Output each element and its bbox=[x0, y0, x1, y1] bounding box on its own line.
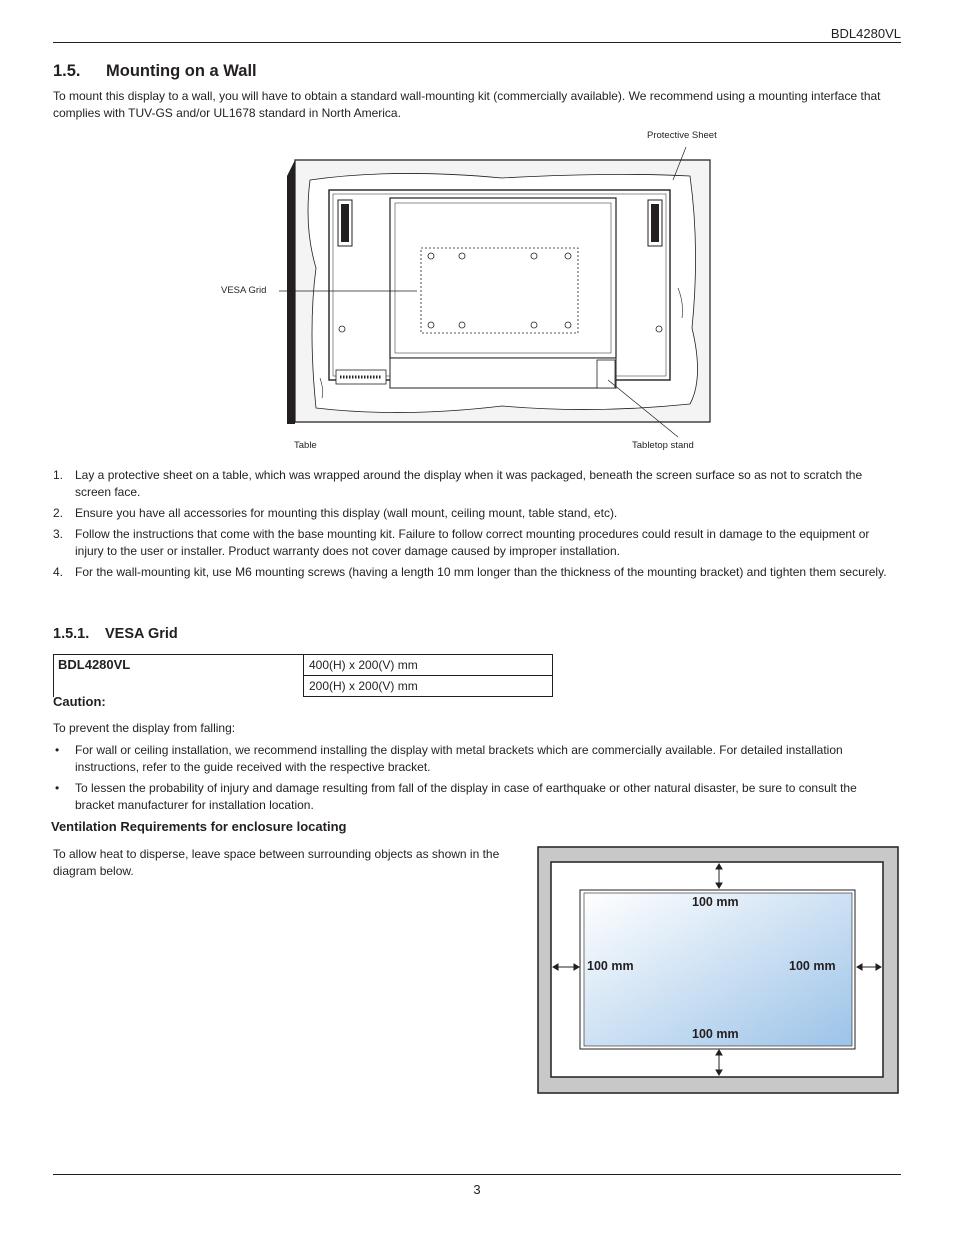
step-text: Lay a protective sheet on a table, which was wrapped around the display when it was packaged, beneath the screen surface so as not to scratch the screen face. bbox=[75, 468, 863, 499]
section-title bbox=[53, 62, 257, 81]
clearance-bottom-label: 100 mm bbox=[692, 1027, 739, 1041]
mounting-steps bbox=[53, 467, 892, 585]
section-intro: To mount this display to a wall, you will have to obtain a standard wall-mounting kit (commercially available). We recommend using a mounting interface that complies with TUV-GS and/or UL1678 standard in North America. bbox=[53, 89, 881, 120]
protective-sheet-label: Protective Sheet bbox=[647, 130, 717, 141]
bullet-icon: • bbox=[55, 743, 60, 757]
list-item bbox=[53, 742, 892, 776]
caution-title: Caution: bbox=[53, 694, 106, 709]
step-number: 2. bbox=[53, 506, 64, 520]
clearance-right-label: 100 mm bbox=[789, 959, 836, 973]
caution-intro: To prevent the display from falling: bbox=[53, 721, 236, 735]
list-item bbox=[53, 467, 892, 501]
vesa-table bbox=[53, 654, 553, 697]
table-row bbox=[54, 655, 553, 676]
step-number: 1. bbox=[53, 468, 64, 482]
clearance-left-label: 100 mm bbox=[587, 959, 634, 973]
tabletop-stand-label: Tabletop stand bbox=[632, 440, 694, 451]
vesa-value-cell: 400(H) x 200(V) mm bbox=[304, 655, 553, 676]
vesa-section-title-text: VESA Grid bbox=[105, 626, 178, 642]
list-item bbox=[53, 564, 892, 581]
vesa-section-number: 1.5.1. bbox=[53, 626, 90, 642]
mounting-figure bbox=[212, 128, 732, 458]
page-number: 3 bbox=[473, 1182, 481, 1197]
bullet-text: To lessen the probability of injury and damage resulting from fall of the display in case of earthquake or other natural disaster, be sure to consult the bracket manufacturer for installation location. bbox=[75, 781, 857, 812]
ventilation-text: To allow heat to disperse, leave space between surrounding objects as shown in the diagram below. bbox=[53, 847, 500, 878]
ventilation-figure bbox=[537, 846, 899, 1094]
section-number: 1.5. bbox=[53, 62, 81, 80]
bullet-icon: • bbox=[55, 781, 60, 795]
step-number: 4. bbox=[53, 565, 64, 579]
section-title-text: Mounting on a Wall bbox=[106, 62, 257, 80]
clearance-top-label: 100 mm bbox=[692, 895, 739, 909]
header-rule bbox=[53, 42, 901, 43]
step-text: Follow the instructions that come with the base mounting kit. Failure to follow correct mounting procedures could result in damage to the equipment or injury to the user or installer. Product warranty does not cover damage caused by improper installation. bbox=[75, 527, 870, 558]
step-number: 3. bbox=[53, 527, 64, 541]
step-text: Ensure you have all accessories for mounting this display (wall mount, ceiling mount, table stand, etc). bbox=[75, 506, 618, 520]
vesa-value-cell: 200(H) x 200(V) mm bbox=[304, 676, 553, 697]
footer-rule bbox=[53, 1174, 901, 1175]
table-label: Table bbox=[294, 440, 317, 451]
vesa-section-title bbox=[53, 626, 178, 642]
list-item bbox=[53, 780, 892, 814]
list-item bbox=[53, 526, 892, 560]
bullet-text: For wall or ceiling installation, we recommend installing the display with metal brackets which are commercially available. For detailed installation instructions, refer to the guide received with the respective bracket. bbox=[75, 743, 843, 774]
caution-list bbox=[53, 742, 892, 818]
vesa-model-cell: BDL4280VL bbox=[54, 655, 304, 697]
ventilation-title: Ventilation Requirements for enclosure locating bbox=[51, 819, 347, 834]
header-model: BDL4280VL bbox=[830, 26, 901, 41]
step-text: For the wall-mounting kit, use M6 mounting screws (having a length 10 mm longer than the thickness of the mounting bracket) and tighten them securely. bbox=[75, 565, 887, 579]
list-item bbox=[53, 505, 892, 522]
mounting-illustration bbox=[212, 128, 732, 458]
vesa-grid-label: VESA Grid bbox=[221, 285, 267, 296]
